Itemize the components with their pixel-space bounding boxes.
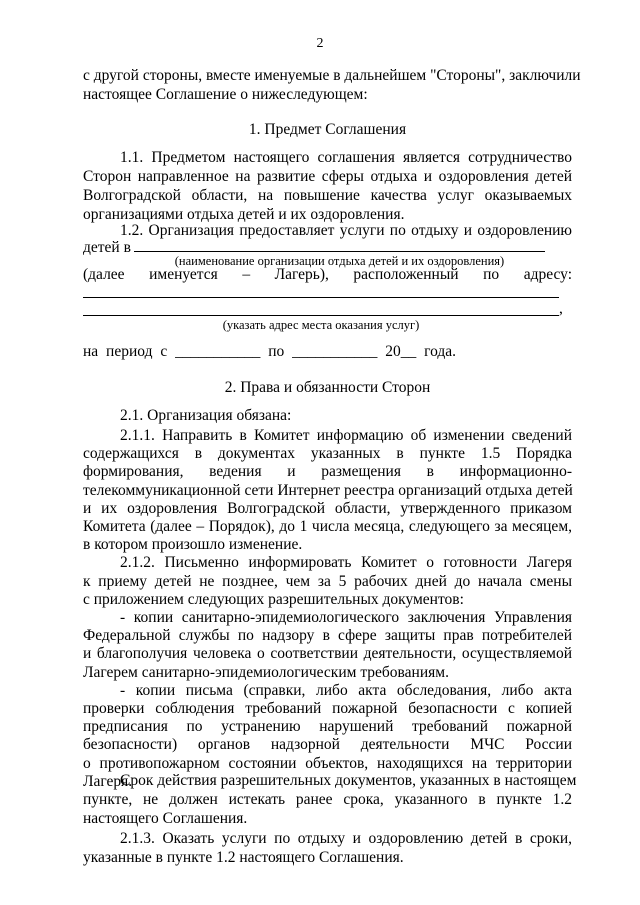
text-line: 2.1.2. Письменно информировать Комитет о готовности Лагеря	[120, 554, 572, 572]
text-line: Сторон направленное на развитие сферы отдыха и оздоровления детей	[83, 168, 572, 185]
address-comma: ,	[559, 300, 563, 317]
section-heading-2: 2. Права и обязанности Сторон	[224, 379, 431, 396]
text-line: о противопожарном состоянии объектов, находящихся на территории	[83, 754, 572, 772]
text-line: с приложением следующих разрешительных документов:	[83, 590, 464, 608]
text-line: - копии письма (справки, либо акта обследования, либо акта	[120, 681, 572, 699]
text-line: Волгоградской области, на повышение качества услуг оказываемых	[83, 187, 572, 204]
text-line: настоящее Соглашение о нижеследующем:	[83, 86, 368, 103]
text-line: пункте, не должен истекать ранее срока, указанного в пункте 1.2	[83, 791, 572, 808]
text-line: безопасности) органов надзорной деятельности МЧС России	[83, 736, 572, 754]
text-line: 2.1. Организация обязана:	[120, 407, 292, 424]
text-line: и их оздоровления Волгоградской области, утвержденного приказом	[83, 499, 572, 517]
text-line: Лагерем санитарно-эпидемиологическим требованиям.	[83, 663, 449, 681]
text-line: 2.1.3. Оказать услуги по отдыху и оздоровлению детей в сроки,	[120, 830, 572, 847]
text-line: настоящего Соглашения.	[83, 810, 248, 827]
text-line: предписания по устранению нарушений требований пожарной	[83, 718, 572, 736]
text-line: - копии санитарно-эпидемиологического заключения Управления	[120, 609, 572, 626]
text-line: Лагеря.	[83, 772, 133, 790]
text-line: телекоммуникационной сети Интернет реестра организаций отдыха детей	[83, 481, 573, 499]
text-line: содержащихся в документах указанных в пункте 1.5 Порядка	[83, 445, 572, 463]
text-line: Комитета (далее – Порядок), до 1 числа месяца, следующего за месяцем,	[83, 518, 572, 535]
section-heading-1: 1. Предмет Соглашения	[248, 121, 407, 138]
period-line: на период с ___________ по ___________ 20__ года.	[83, 343, 457, 360]
text-line: с другой стороны, вместе именуемые в дальнейшем "Стороны", заключили	[83, 67, 581, 84]
text-line: 1.2. Организация предоставляет услуги по отдыху и оздоровлению	[120, 222, 572, 239]
text-line: к приему детей не позднее, чем за 5 рабочих дней до начала смены	[83, 572, 572, 590]
text-line: проверки соблюдения требований пожарной безопасности с копией	[83, 700, 572, 717]
text-line: в котором произошло изменение.	[83, 536, 303, 554]
text-line: (далее именуется – Лагерь), расположенный по адресу:	[83, 266, 572, 283]
text-line: Федеральной службы по надзору в сфере защиты прав потребителей	[83, 627, 572, 645]
caption-organization-name: (наименование организации отдыха детей и их оздоровления)	[174, 254, 505, 268]
page-number: 2	[316, 36, 324, 51]
text-line: и благополучия человека о соответствии деятельности, осуществляемой	[83, 645, 572, 663]
caption-address: (указать адрес места оказания услуг)	[222, 318, 420, 332]
text-line: Срок действия разрешительных документов, указанных в настоящем	[120, 772, 577, 789]
text-line: 1.1. Предметом настоящего соглашения является сотрудничество	[120, 149, 572, 166]
text-line: указанные в пункте 1.2 настоящего Соглашения.	[83, 849, 404, 866]
text-line: организациями отдыха детей и их оздоровления.	[83, 206, 405, 223]
text-line: 2.1.1. Направить в Комитет информацию об изменении сведений	[120, 427, 572, 444]
blank-line-address-1	[83, 297, 559, 298]
text-line: формирования, ведения и размещения в информационно-	[83, 463, 572, 481]
text-line: детей в	[83, 239, 131, 256]
